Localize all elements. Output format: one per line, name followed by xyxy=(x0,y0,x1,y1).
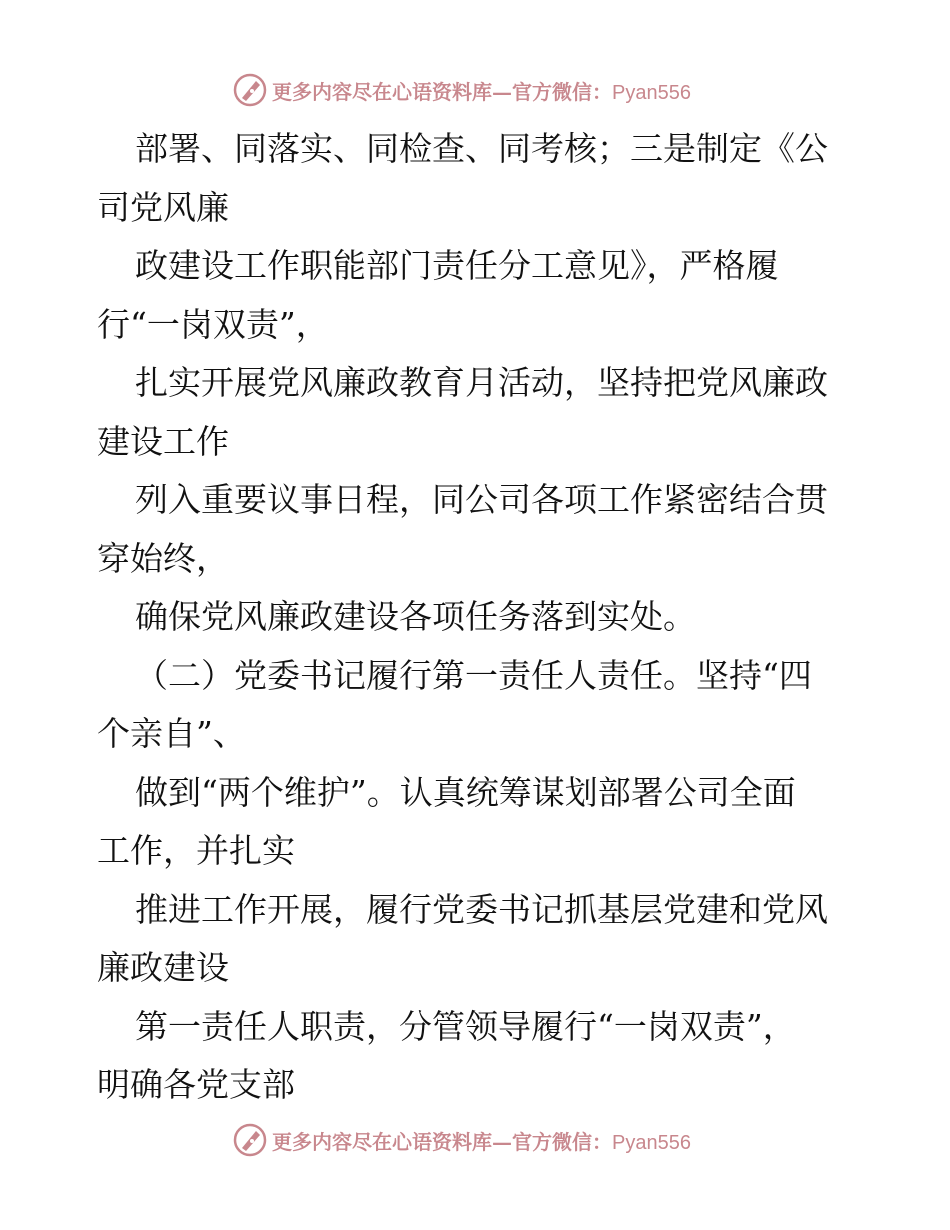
text-line: 政建设工作职能部门责任分工意见》，严格履 xyxy=(135,246,779,285)
text-line: 扎实开展党风廉政教育月活动，坚持把党风廉政 xyxy=(135,363,828,402)
body-text xyxy=(97,120,867,1115)
text-line: 部署、同落实、同检查、同考核；三是制定《公 xyxy=(135,129,828,168)
text-line: 列入重要议事日程，同公司各项工作紧密结合贯 xyxy=(135,480,828,519)
text-line: 穿始终， xyxy=(97,538,229,578)
text-line: 做到“两个维护”。认真统筹谋划部署公司全面 xyxy=(135,772,796,812)
text-line: 个亲自”、 xyxy=(97,714,246,753)
text-line: 廉政建设 xyxy=(97,948,229,987)
text-line: 建设工作 xyxy=(97,421,229,461)
text-line: 第一责任人职责，分管领导履行“一岗双责”， xyxy=(135,1006,796,1046)
watermark-text: 更多内容尽在心语资料库—官方微信：Pyan556 xyxy=(272,79,691,104)
text-line: 行“一岗双责”， xyxy=(97,304,329,344)
header-watermark xyxy=(232,70,691,110)
footer-watermark xyxy=(232,1120,691,1160)
watermark-text: 更多内容尽在心语资料库—官方微信：Pyan556 xyxy=(272,1129,691,1154)
text-line: 工作，并扎实 xyxy=(97,831,295,870)
pen-nib-logo-icon xyxy=(232,72,268,108)
text-line: 司党风廉 xyxy=(97,187,229,227)
pen-nib-logo-icon xyxy=(232,1122,268,1158)
text-line: 推进工作开展，履行党委书记抓基层党建和党风 xyxy=(135,889,828,929)
text-line: 明确各党支部 xyxy=(97,1065,295,1104)
text-line: （二）党委书记履行第一责任人责任。坚持“四 xyxy=(135,655,812,695)
text-line: 确保党风廉政建设各项任务落到实处。 xyxy=(135,597,696,636)
